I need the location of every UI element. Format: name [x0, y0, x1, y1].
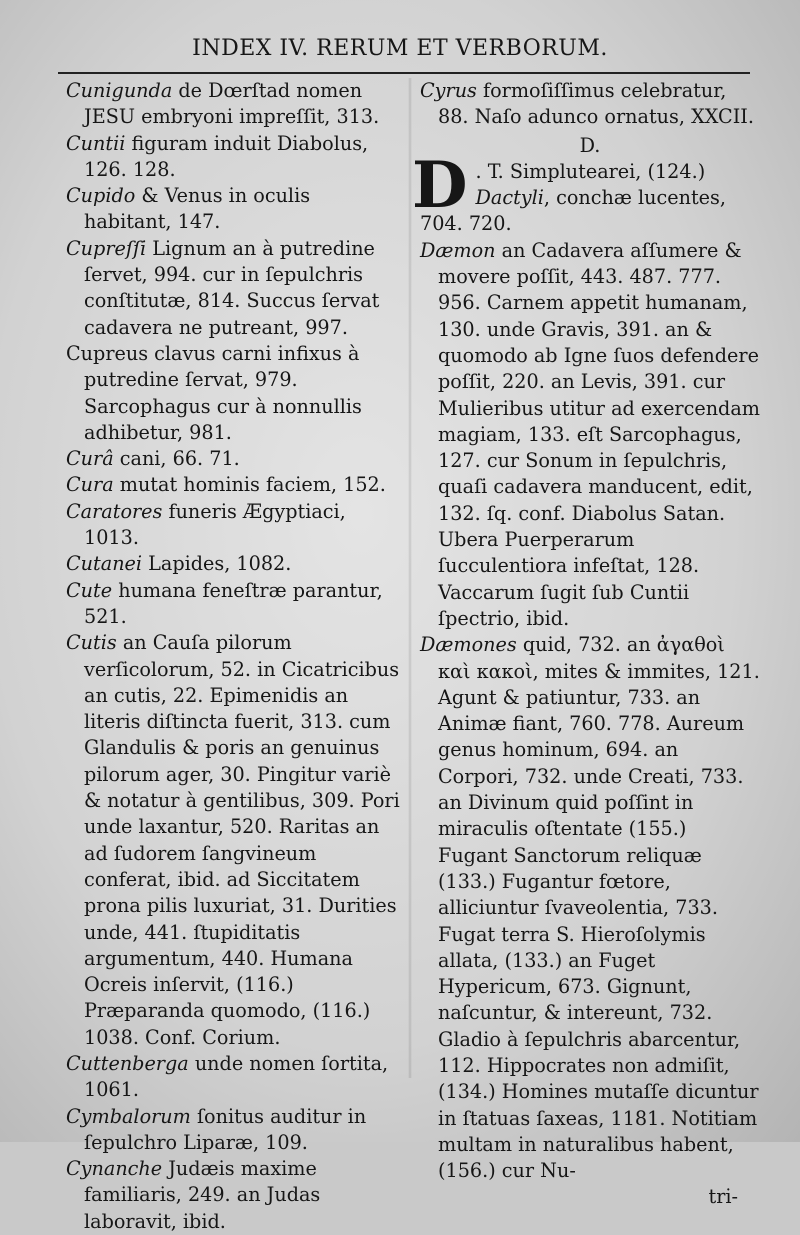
index-entry [66, 630, 402, 1051]
right-column [412, 78, 760, 1211]
index-entry [66, 1051, 402, 1104]
entry-headword: Cupreſſi [66, 236, 147, 260]
index-entry [66, 183, 402, 236]
index-entry [420, 632, 760, 1184]
catchword: tri- [708, 1185, 738, 1209]
entry-headword: Cyrus [420, 79, 477, 102]
entry-headword: Cuntii [66, 131, 126, 155]
entry-text: unde nomen ſortita, 1061. [84, 1051, 389, 1102]
entry-headword: Cutis [66, 631, 117, 655]
entry-headword: Cymbalorum [66, 1104, 191, 1128]
index-entry [66, 236, 402, 341]
entry-headword: Dactyli [475, 186, 544, 210]
header-rule [58, 72, 750, 74]
index-entry [66, 551, 402, 577]
entry-headword: Cutanei [66, 552, 143, 576]
index-entry [420, 78, 760, 131]
entry-headword: Dæmones [420, 633, 517, 657]
index-entry [66, 578, 402, 631]
entry-text: de Dœrſtad nomen JESU embryoni impreſſit, 313. [84, 79, 380, 129]
entry-headword: Cute [66, 578, 113, 602]
entry-headword: Curâ [66, 447, 114, 471]
section-letter: D. [579, 133, 601, 157]
section-opening [412, 147, 760, 238]
entry-text: funeris Ægyptiaci, 1013. [84, 499, 346, 550]
entry-text: quid, 732. an ἀγαθοὶ καὶ κακοὶ, mites & immites, 121. Agunt & patiuntur, 733. an Animæ fiant, 760. 778. Aureum genus hominum, 694. an Corpori, 732. unde Creati, 733. an Divinum quid poſſint in miraculis oſtentate (155.) Fugant Sanctorum reliquæ (133.) Fugantur fœtore, alliciuntur ſvaveolentia, 733. Fugat terra S. Hieroſolymis allata, (133.) an Fuget Hypericum, 673. Gignunt, naſcuntur, & intereunt, 732. Gladio à ſepulchris abarcentur, 112. Hippocrates non admiſit, (134.) Homines mutaſſe dicuntur in ſtatuas ſaxeas, 1181. Notitiam multam in naturalibus habent, (156.) cur Nu- [438, 633, 760, 1183]
drop-cap: D [412, 147, 468, 223]
entry-headword: Cunigunda [66, 79, 173, 102]
entry-headword: Cura [66, 473, 114, 497]
entry-text: formoſiſſimus celebratur, 88. Naſo adunco ornatus, XXCII. [438, 79, 754, 129]
drop-line [420, 185, 760, 238]
entry-text: figuram induit Diabolus, 126. 128. [84, 131, 369, 181]
entry-text: Judæis maxime familiaris, 249. an Judas laboravit, ibid. [84, 1157, 321, 1233]
entry-text: cani, 66. 71. [113, 447, 240, 471]
entry-text: an Cadavera aſſumere & movere poſſit, 443. 487. 777. 956. Carnem appetit humanam, 130. unde Gravis, 391. an & quomodo ab Igne ſuos defendere poſſit, 220. an Levis, 391. cur Mulieribus utitur ad exercendam magiam, 133. eſt Sarcophagus, 127. cur Sonum in ſepulchris, quaſi cadavera manducent, edit, 132. ſq. conf. Diabolus Satan. Ubera Puerperarum ſucculentiora infeſtat, 128. Vaccarum ſugit ſub Cuntii ſpectrio, ibid. [438, 238, 760, 630]
drop-line: . T. Simplutearei, (124.) [475, 159, 706, 183]
entry-text: Lapides, 1082. [142, 552, 292, 576]
index-entry [66, 1104, 402, 1157]
index-entry [66, 446, 402, 472]
entry-text: an Cauſa pilorum verſicolorum, 52. in Cicatricibus an cutis, 22. Epimenidis an literis diſtincta fuerit, 313. cum Glandulis & poris an genuinus pilorum ager, 30. Pingitur variè & notatur à gentilibus, 309. Pori unde laxantur, 520. Raritas an ad ſudorem ſangvineum conferat, ibid. ad Siccitatem prona pilis luxuriat, 31. Durities unde, 441. ſtupiditatis argumentum, 440. Humana Ocreis inſervit, (116.) Præparanda quomodo, (116.) 1038. Conf. Corium. [84, 631, 400, 1049]
entry-headword: Cynanche [66, 1157, 163, 1181]
index-entry [66, 1156, 402, 1235]
index-entry [66, 472, 402, 498]
entry-text: ſonitus auditur in ſepulchro Liparæ, 109. [84, 1104, 367, 1154]
index-entry [66, 499, 402, 552]
entry-text: Cupreus clavus carni infixus à putredine ſervat, 979. Sarcophagus cur à nonnullis adhibetur, 981. [66, 341, 362, 444]
entry-headword: Dæmon [420, 238, 496, 262]
running-header: INDEX IV. RERUM ET VERBORUM. [192, 36, 608, 61]
entry-headword: Caratores [66, 499, 163, 523]
entry-headword: Cuttenberga [66, 1051, 189, 1075]
column-gutter-shadow [408, 78, 412, 1078]
index-entry [420, 238, 760, 632]
index-entry [66, 131, 402, 184]
entry-headword: Cupido [66, 184, 136, 208]
left-column [66, 78, 402, 1235]
index-entry [66, 78, 402, 131]
entry-text: mutat hominis faciem, 152. [113, 473, 386, 497]
entry-text: Lignum an à putredine ſervet, 994. cur in ſepulchris conſtitutæ, 814. Succus ſervat cadavera ne putreant, 997. [84, 236, 380, 339]
entry-text: humana feneſtræ parantur, 521. [84, 578, 383, 628]
index-entry [66, 341, 402, 446]
entry-text: , conchæ lucentes, 704. 720. [420, 186, 726, 236]
entry-text: & Venus in oculis habitant, 147. [84, 184, 311, 234]
